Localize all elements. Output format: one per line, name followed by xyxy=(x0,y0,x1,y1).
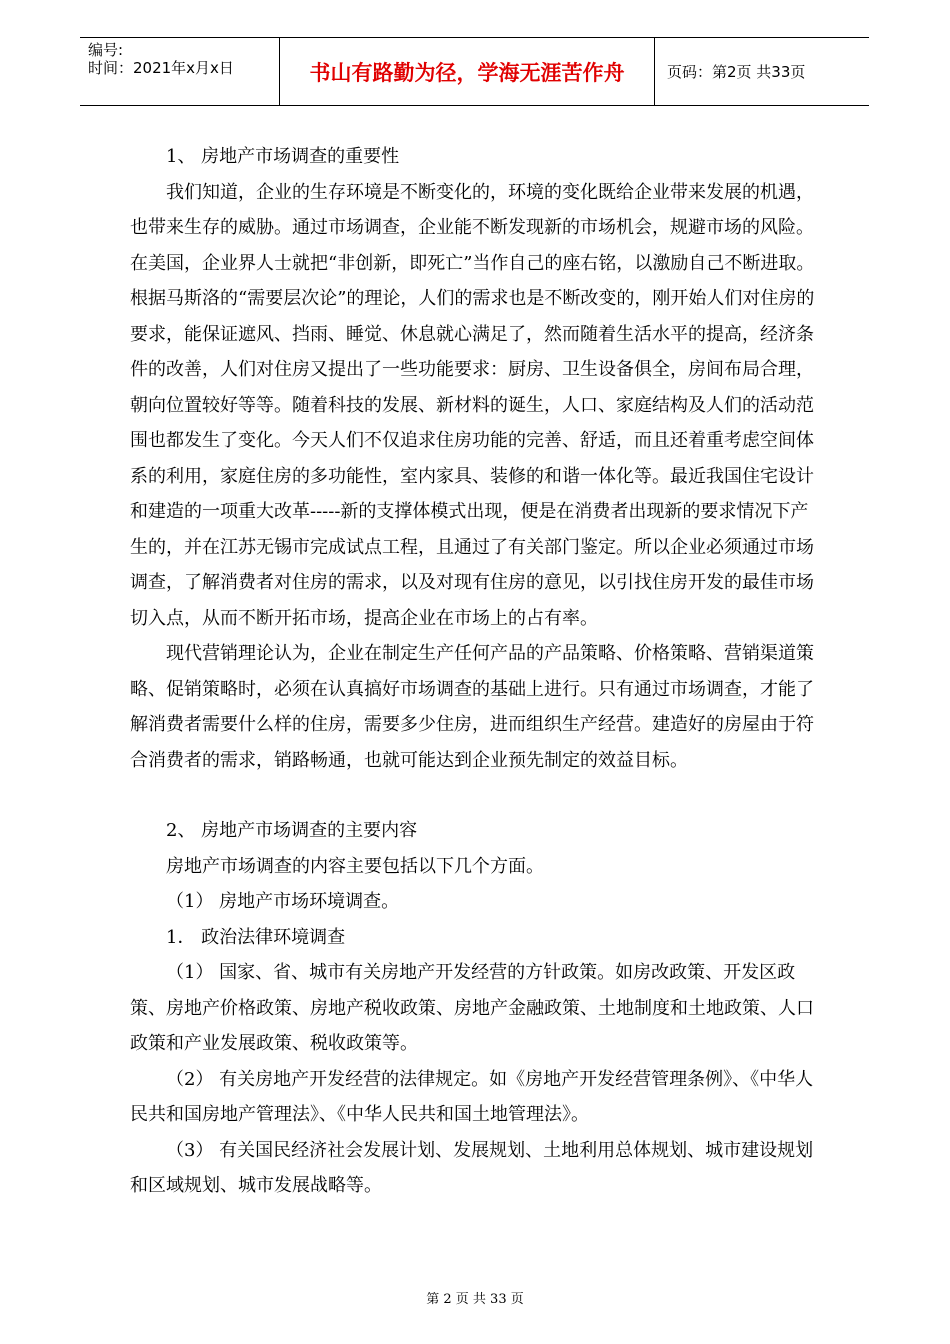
header-motto: 书山有路勤为径，学海无涯苦作舟 xyxy=(280,38,655,105)
section-1-paragraph: 现代营销理论认为，企业在制定生产任何产品的产品策略、价格策略、营销渠道策略、促销策略时，必须在认真搞好市场调查的基础上进行。只有通过市场调查，才能了解消费者需要什么样的住房，需要多少住房，进而组织生产经营。建造好的房屋由于符合消费者的需求，销路畅通，也就可能达到企业预先制定的效益目标。 xyxy=(130,643,814,771)
subheading-market-environment: （1） 房地产市场环境调查。 xyxy=(166,891,400,912)
header-page-info: 页码：第2页 共33页 xyxy=(667,63,806,81)
page-footer: 第 2 页 共 33 页 xyxy=(426,1292,524,1307)
section-2-intro: 房地产市场调查的内容主要包括以下几个方面。 xyxy=(166,855,544,877)
section-1-heading: 1、 房地产市场调查的重要性 xyxy=(166,146,400,167)
section-2-heading: 2、 房地产市场调查的主要内容 xyxy=(166,820,418,841)
document-header xyxy=(80,37,869,106)
list-item: （3） 有关国民经济社会发展计划、发展规划、土地利用总体规划、城市建设规划和区域规划、城市发展战略等。 xyxy=(130,1139,814,1196)
subheading-political-legal: 1． 政治法律环境调查 xyxy=(166,926,346,948)
header-meta xyxy=(80,38,280,105)
document-body xyxy=(130,139,820,1204)
date-label: 时间：2021年x月x日 xyxy=(88,59,234,77)
section-1-paragraph: 我们知道，企业的生存环境是不断变化的，环境的变化既给企业带来发展的机遇，也带来生存的威胁。通过市场调查，企业能不断发现新的市场机会，规避市场的风险。在美国，企业界人士就把“非创新，即死亡”当作自己的座右铭，以激励自己不断进取。根据马斯洛的“需要层次论”的理论，人们的需求也是不断改变的，刚开始人们对住房的要求，能保证遮风、挡雨、睡觉、休息就心满足了，然而随着生活水平的提高，经济条件的改善，人们对住房又提出了一些功能要求：厨房、卫生设备俱全，房间布局合理，朝向位置较好等等。随着科技的发展、新材料的诞生，人口、家庭结构及人们的活动范围也都发生了变化。今天人们不仅追求住房功能的完善、舒适，而且还着重考虑空间体系的利用，家庭住房的多功能性，室内家具、装修的和谐一体化等。最近我国住宅设计和建造的一项重大改革-----新的支撑体模式出现，便是在消费者出现新的要求情况下产生的，并在江苏无锡市完成试点工程，且通过了有关部门鉴定。所以企业必须通过市场调查，了解消费者对住房的需求，以及对现有住房的意见，以引找住房开发的最佳市场切入点，从而不断开拓市场，提高企业在市场上的占有率。 xyxy=(130,181,815,629)
list-item: （1） 国家、省、城市有关房地产开发经营的方针政策。如房改政策、开发区政策、房地产价格政策、房地产税收政策、房地产金融政策、土地制度和土地政策、人口政策和产业发展政策、税收政策等。 xyxy=(130,962,814,1054)
list-item: （2） 有关房地产开发经营的法律规定。如《房地产开发经营管理条例》、《中华人民共和国房地产管理法》、《中华人民共和国土地管理法》。 xyxy=(130,1068,814,1125)
number-label: 编号: xyxy=(88,41,124,59)
